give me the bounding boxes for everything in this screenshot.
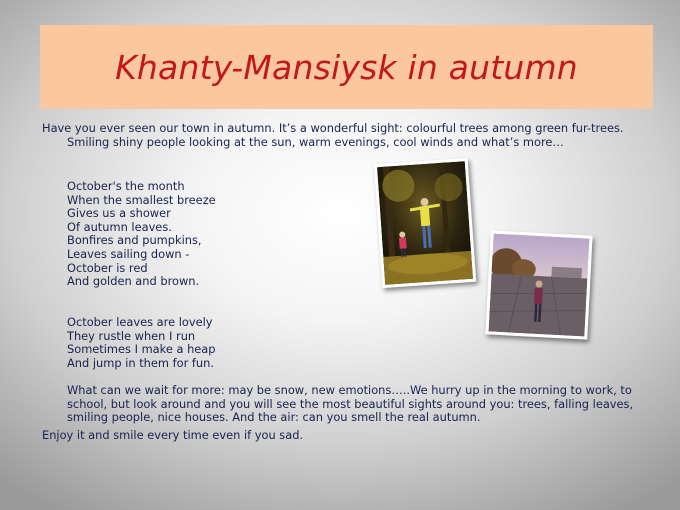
poem-stanza-2 [67, 316, 216, 370]
closing-line: school, but look around and you will see the most beautiful sights around you: trees, falling leaves, [67, 396, 634, 411]
poem-line: Of autumn leaves. [67, 219, 172, 234]
photo-autumn-park-night [374, 158, 476, 288]
poem-line: October leaves are lovely [67, 315, 213, 329]
poem-line: They rustle when I run [67, 328, 196, 343]
intro-paragraph [42, 122, 624, 149]
intro-line: Smiling shiny people looking at the sun, warm evenings, cool winds and what’s more… [67, 134, 564, 149]
poem-line: October's the month [67, 179, 185, 193]
poem-line: Gives us a shower [67, 206, 171, 221]
closing-line: What can we wait for more: may be snow, new emotions…..We hurry up in the morning to work, to [67, 383, 632, 397]
intro-line: Have you ever seen our town in autumn. It’s a wonderful sight: colourful trees among green fur-trees. [42, 121, 624, 135]
poem-stanza-1 [67, 180, 216, 289]
poem-line: Sometimes I make a heap [67, 342, 216, 357]
poem-line: When the smallest breeze [67, 192, 216, 207]
poem-line: Bonfires and pumpkins, [67, 233, 202, 248]
poem-line: And jump in them for fun. [67, 355, 214, 370]
photo-town-square-dusk [485, 230, 592, 339]
poem-line: And golden and brown. [67, 274, 200, 289]
closing-line: smiling people, nice houses. And the air: can you smell the real autumn. [67, 410, 481, 425]
poem-line: Leaves sailing down - [67, 246, 190, 261]
title-banner [40, 25, 653, 109]
slide-title: Khanty-Mansiysk in autumn [115, 47, 578, 87]
closing-sentence: Enjoy it and smile every time even if you sad. [42, 428, 304, 442]
closing-paragraph [67, 384, 633, 425]
poem-line: October is red [67, 260, 148, 275]
